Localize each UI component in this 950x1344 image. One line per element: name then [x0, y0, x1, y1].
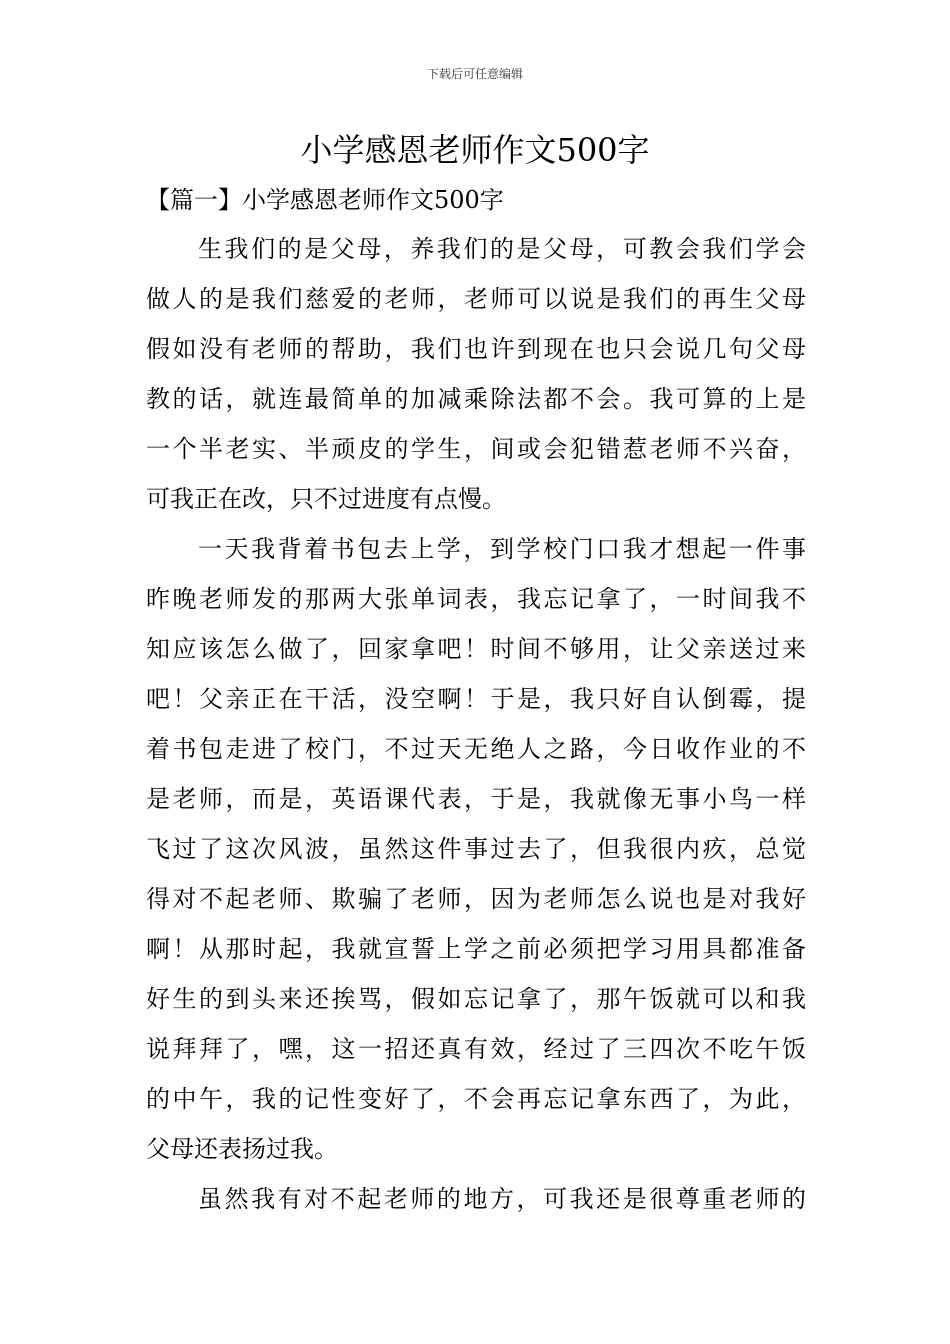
paragraph-line: 飞过了这次风波，虽然这件事过去了，但我很内疚，总觉 [146, 835, 806, 863]
paragraph [146, 524, 806, 1174]
paragraph-line: 知应该怎么做了，回家拿吧！时间不够用，让父亲送过来 [146, 635, 806, 663]
paragraph-line: 教的话，就连最简单的加减乘除法都不会。我可算的上是 [146, 385, 806, 413]
paragraph-line: 做人的是我们慈爱的老师，老师可以说是我们的再生父母 [146, 285, 806, 313]
paragraph-line: 着书包走进了校门，不过天无绝人之路，今日收作业的不 [146, 735, 806, 763]
paragraph-line: 昨晚老师发的那两大张单词表，我忘记拿了，一时间我不 [146, 585, 806, 613]
paragraph-line: 是老师，而是，英语课代表，于是，我就像无事小鸟一样 [146, 785, 806, 813]
section-heading: 【篇一】小学感恩老师作文500字 [146, 186, 504, 214]
header-note: 下载后可任意编辑 [426, 67, 523, 81]
paragraph [146, 1174, 806, 1224]
essay-body [146, 224, 806, 1224]
paragraph-line: 虽然我有对不起老师的地方，可我还是很尊重老师的 [198, 1185, 806, 1213]
paragraph-line: 的中午，我的记性变好了，不会再忘记拿东西了，为此， [146, 1085, 806, 1113]
paragraph-line: 说拜拜了，嘿，这一招还真有效，经过了三四次不吃午饭 [146, 1035, 806, 1063]
paragraph-line: 假如没有老师的帮助，我们也许到现在也只会说几句父母 [146, 335, 806, 363]
paragraph-line: 啊！从那时起，我就宣誓上学之前必须把学习用具都准备 [146, 935, 806, 963]
paragraph [146, 224, 806, 524]
paragraph-line: 好生的到头来还挨骂，假如忘记拿了，那午饭就可以和我 [146, 985, 806, 1013]
paragraph-line: 父母还表扬过我。 [146, 1135, 338, 1163]
paragraph-line: 生我们的是父母，养我们的是父母，可教会我们学会 [198, 235, 806, 263]
paragraph-line: 一天我背着书包去上学，到学校门口我才想起一件事 [198, 535, 806, 563]
paragraph-line: 得对不起老师、欺骗了老师，因为老师怎么说也是对我好 [146, 885, 806, 913]
paragraph-line: 一个半老实、半顽皮的学生，间或会犯错惹老师不兴奋， [146, 435, 806, 463]
paragraph-line: 可我正在改，只不过进度有点慢。 [146, 485, 506, 513]
document-title: 小学感恩老师作文500字 [300, 131, 650, 169]
paragraph-line: 吧！父亲正在干活，没空啊！于是，我只好自认倒霉，提 [146, 685, 806, 713]
